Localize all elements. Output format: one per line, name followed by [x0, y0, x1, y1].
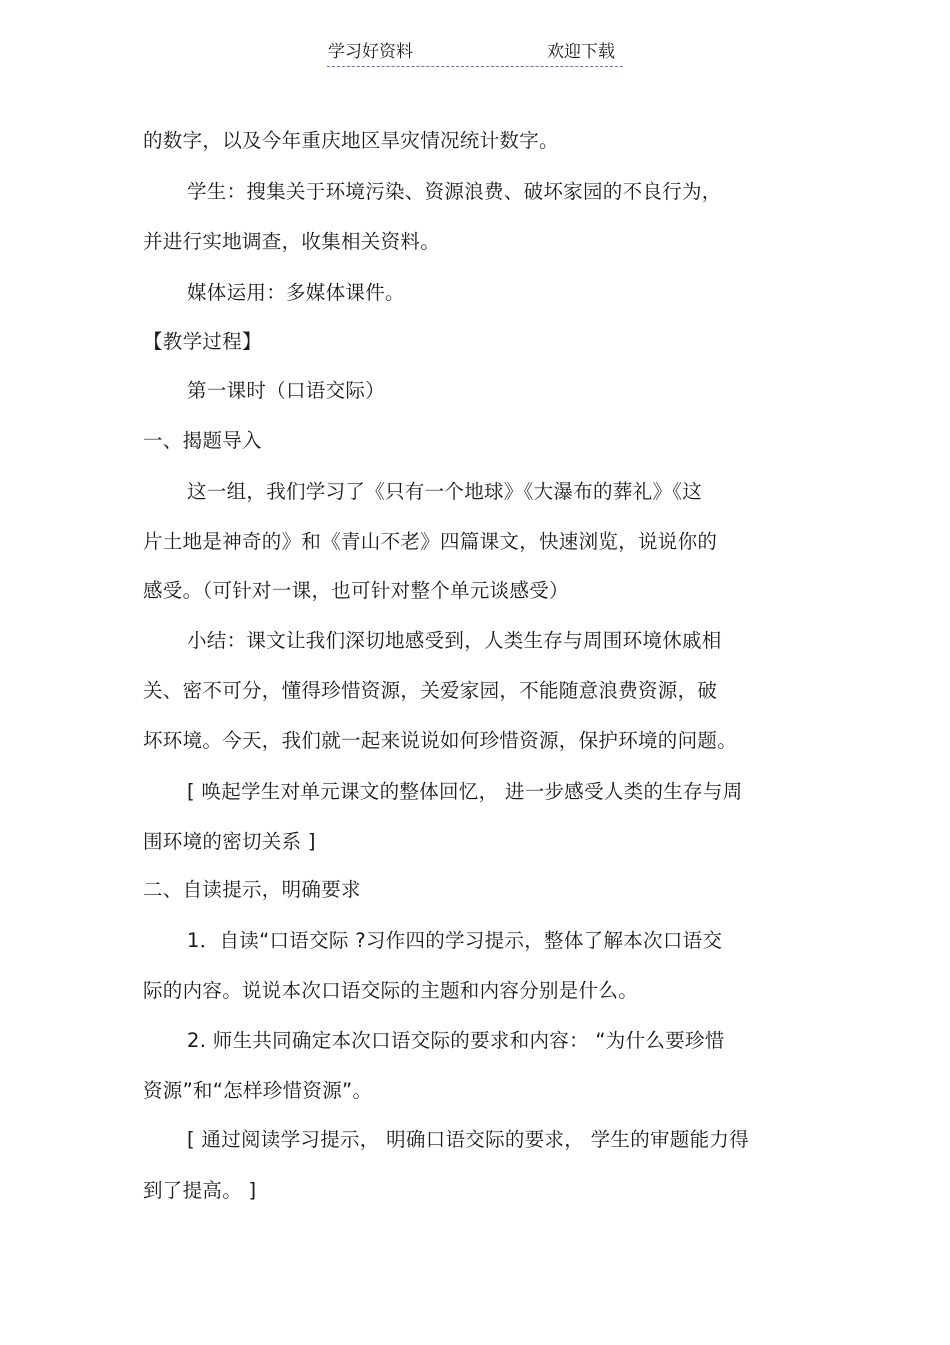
- annotation-line: [ 通过阅读学习提示， 明确口语交际的要求， 学生的审题能力得: [187, 1128, 750, 1151]
- body-line: 际的内容。说说本次口语交际的主题和内容分别是什么。: [143, 979, 639, 1002]
- subsection-heading: 第一课时（口语交际）: [187, 379, 386, 402]
- body-line: 感受。（可针对一课，也可针对整个单元谈感受）: [143, 579, 569, 602]
- annotation-line: [ 唤起学生对单元课文的整体回忆， 进一步感受人类的生存与周: [187, 780, 743, 803]
- body-line: 的数字，以及今年重庆地区旱灾情况统计数字。: [143, 129, 559, 152]
- annotation-line: 到了提高。 ]: [143, 1179, 257, 1202]
- annotation-line: 围环境的密切关系 ]: [143, 830, 316, 853]
- body-line: 1．自读“口语交际 ?习作四的学习提示，整体了解本次口语交: [187, 929, 723, 952]
- page-header: [327, 40, 623, 67]
- body-line: 小结：课文让我们深切地感受到，人类生存与周围环境休戚相: [187, 629, 722, 652]
- body-line: 片土地是神奇的》和《青山不老》四篇课文，快速浏览，说说你的: [143, 530, 718, 553]
- body-line: 资源”和“怎样珍惜资源”。: [143, 1079, 373, 1102]
- body-line: 2. 师生共同确定本次口语交际的要求和内容： “为什么要珍惜: [187, 1029, 725, 1052]
- section-heading: 一、揭题导入: [143, 429, 262, 452]
- body-line: 媒体运用：多媒体课件。: [187, 281, 405, 304]
- body-line: 关、密不可分，懂得珍惜资源，关爱家园，不能随意浪费资源，破: [143, 679, 718, 702]
- body-line: 并进行实地调查，收集相关资料。: [143, 230, 441, 253]
- section-heading: 【教学过程】: [143, 330, 262, 353]
- header-left-text: 学习好资料: [328, 42, 413, 62]
- header-right-text: 欢迎下载: [547, 42, 615, 62]
- body-line: 坏环境。今天，我们就一起来说说如何珍惜资源，保护环境的问题。: [143, 729, 738, 752]
- section-heading: 二、自读提示，明确要求: [143, 878, 361, 901]
- body-line: 这一组，我们学习了《只有一个地球》《大瀑布的葬礼》《这: [187, 480, 703, 503]
- body-line: 学生：搜集关于环境污染、资源浪费、破坏家园的不良行为，: [187, 180, 722, 203]
